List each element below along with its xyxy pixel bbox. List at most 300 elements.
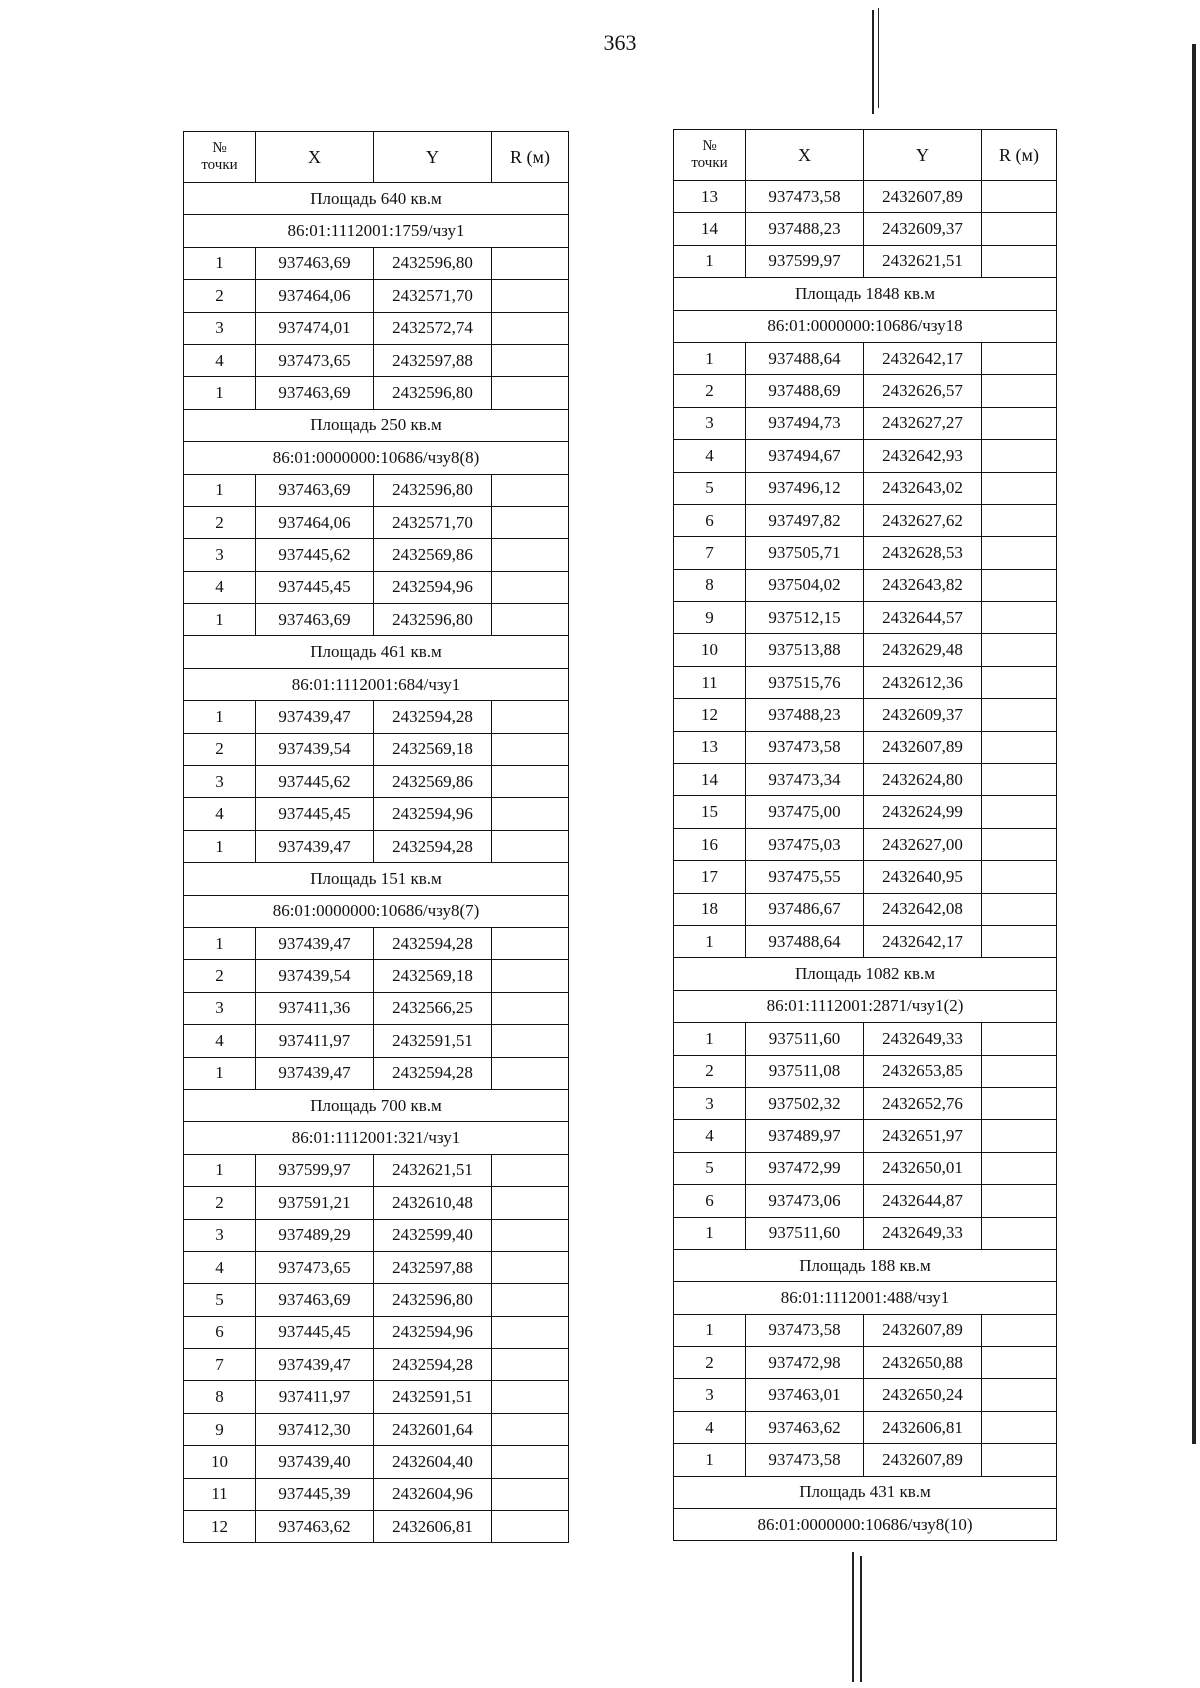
r-cell: [492, 701, 569, 733]
table-row: [184, 247, 569, 279]
header-x: X: [256, 132, 374, 183]
section-row: [184, 1122, 569, 1154]
r-cell: [982, 925, 1057, 957]
x-cell: 937463,69: [256, 474, 374, 506]
x-cell: 937445,45: [256, 1316, 374, 1348]
section-label: 86:01:0000000:10686/чзу8(7): [184, 895, 569, 927]
r-cell: [492, 927, 569, 959]
point-number-cell: 2: [184, 733, 256, 765]
r-cell: [492, 377, 569, 409]
point-number-cell: 4: [184, 798, 256, 830]
table-row: [674, 764, 1057, 796]
y-cell: 2432596,80: [374, 604, 492, 636]
table-row: [674, 1347, 1057, 1379]
r-cell: [982, 731, 1057, 763]
table-row: [184, 344, 569, 376]
x-cell: 937464,06: [256, 280, 374, 312]
table-row: [674, 342, 1057, 374]
x-cell: 937463,62: [256, 1511, 374, 1543]
y-cell: 2432569,18: [374, 733, 492, 765]
y-cell: 2432642,08: [864, 893, 982, 925]
y-cell: 2432624,99: [864, 796, 982, 828]
y-cell: 2432628,53: [864, 537, 982, 569]
y-cell: 2432572,74: [374, 312, 492, 344]
header-y: Y: [864, 130, 982, 181]
y-cell: 2432612,36: [864, 666, 982, 698]
scan-artifact-line: [872, 10, 874, 114]
x-cell: 937472,98: [746, 1347, 864, 1379]
section-label: Площадь 151 кв.м: [184, 863, 569, 895]
y-cell: 2432569,86: [374, 539, 492, 571]
point-number-cell: 9: [674, 602, 746, 634]
y-cell: 2432650,24: [864, 1379, 982, 1411]
table-row: [674, 1185, 1057, 1217]
section-row: [184, 183, 569, 215]
y-cell: 2432642,93: [864, 440, 982, 472]
section-label: 86:01:0000000:10686/чзу8(10): [674, 1509, 1057, 1541]
section-row: [674, 1282, 1057, 1314]
x-cell: 937488,23: [746, 699, 864, 731]
section-row: [184, 409, 569, 441]
y-cell: 2432569,86: [374, 766, 492, 798]
y-cell: 2432606,81: [864, 1411, 982, 1443]
table-row: [184, 960, 569, 992]
point-number-cell: 11: [674, 666, 746, 698]
r-cell: [982, 1314, 1057, 1346]
y-cell: 2432607,89: [864, 731, 982, 763]
table-row: [184, 1219, 569, 1251]
table-row: [674, 375, 1057, 407]
header-y: Y: [374, 132, 492, 183]
y-cell: 2432627,27: [864, 407, 982, 439]
x-cell: 937473,65: [256, 1251, 374, 1283]
table-row: [184, 1381, 569, 1413]
x-cell: 937599,97: [746, 245, 864, 277]
x-cell: 937513,88: [746, 634, 864, 666]
y-cell: 2432610,48: [374, 1187, 492, 1219]
point-number-cell: 5: [674, 472, 746, 504]
table-row: [184, 733, 569, 765]
section-row: [674, 958, 1057, 990]
r-cell: [492, 474, 569, 506]
table-row: [184, 1446, 569, 1478]
x-cell: 937474,01: [256, 312, 374, 344]
r-cell: [982, 602, 1057, 634]
section-row: [184, 1089, 569, 1121]
x-cell: 937472,99: [746, 1152, 864, 1184]
table-row: [184, 927, 569, 959]
point-number-cell: 2: [674, 1347, 746, 1379]
scan-artifact-line: [860, 1556, 862, 1682]
section-label: Площадь 640 кв.м: [184, 183, 569, 215]
r-cell: [982, 181, 1057, 213]
r-cell: [492, 1381, 569, 1413]
table-row: [184, 377, 569, 409]
y-cell: 2432650,01: [864, 1152, 982, 1184]
table-row: [184, 830, 569, 862]
point-number-cell: 18: [674, 893, 746, 925]
r-cell: [492, 960, 569, 992]
table-row: [184, 701, 569, 733]
x-cell: 937439,54: [256, 733, 374, 765]
r-cell: [982, 1152, 1057, 1184]
point-number-cell: 3: [184, 992, 256, 1024]
r-cell: [492, 1413, 569, 1445]
x-cell: 937511,60: [746, 1217, 864, 1249]
x-cell: 937599,97: [256, 1154, 374, 1186]
y-cell: 2432653,85: [864, 1055, 982, 1087]
point-number-cell: 4: [184, 571, 256, 603]
y-cell: 2432569,18: [374, 960, 492, 992]
point-number-cell: 17: [674, 861, 746, 893]
y-cell: 2432649,33: [864, 1023, 982, 1055]
r-cell: [492, 798, 569, 830]
x-cell: 937445,39: [256, 1478, 374, 1510]
x-cell: 937439,47: [256, 1057, 374, 1089]
section-label: 86:01:1112001:1759/чзу1: [184, 215, 569, 247]
r-cell: [492, 571, 569, 603]
table-row: [674, 925, 1057, 957]
header-point-word: точки: [691, 155, 728, 171]
x-cell: 937473,65: [256, 344, 374, 376]
table-row: [674, 1379, 1057, 1411]
y-cell: 2432626,57: [864, 375, 982, 407]
point-number-cell: 6: [674, 504, 746, 536]
table-row: [184, 571, 569, 603]
table-row: [184, 766, 569, 798]
y-cell: 2432649,33: [864, 1217, 982, 1249]
y-cell: 2432604,40: [374, 1446, 492, 1478]
x-cell: 937439,40: [256, 1446, 374, 1478]
section-label: 86:01:0000000:10686/чзу8(8): [184, 442, 569, 474]
section-row: [674, 1476, 1057, 1508]
r-cell: [982, 472, 1057, 504]
r-cell: [492, 1511, 569, 1543]
point-number-cell: 3: [184, 766, 256, 798]
y-cell: 2432624,80: [864, 764, 982, 796]
y-cell: 2432601,64: [374, 1413, 492, 1445]
point-number-cell: 8: [184, 1381, 256, 1413]
table-row: [184, 474, 569, 506]
x-cell: 937463,62: [746, 1411, 864, 1443]
r-cell: [982, 666, 1057, 698]
table-row: [674, 666, 1057, 698]
scan-artifact-line: [1192, 44, 1196, 1444]
table-row: [184, 1251, 569, 1283]
coordinates-table-left: [183, 131, 569, 1543]
r-cell: [982, 1055, 1057, 1087]
section-label: Площадь 250 кв.м: [184, 409, 569, 441]
point-number-cell: 1: [184, 927, 256, 959]
y-cell: 2432652,76: [864, 1087, 982, 1119]
x-cell: 937475,00: [746, 796, 864, 828]
y-cell: 2432594,96: [374, 571, 492, 603]
r-cell: [982, 1087, 1057, 1119]
x-cell: 937439,47: [256, 830, 374, 862]
point-number-cell: 16: [674, 828, 746, 860]
table-row: [674, 504, 1057, 536]
r-cell: [982, 342, 1057, 374]
point-number-cell: 11: [184, 1478, 256, 1510]
x-cell: 937439,47: [256, 927, 374, 959]
point-number-cell: 6: [674, 1185, 746, 1217]
table-row: [674, 1314, 1057, 1346]
y-cell: 2432607,89: [864, 181, 982, 213]
r-cell: [982, 440, 1057, 472]
r-cell: [982, 1411, 1057, 1443]
x-cell: 937411,97: [256, 1381, 374, 1413]
r-cell: [492, 733, 569, 765]
point-number-cell: 4: [184, 1251, 256, 1283]
r-cell: [982, 699, 1057, 731]
point-number-cell: 1: [674, 1444, 746, 1476]
table-row: [184, 1057, 569, 1089]
point-number-cell: 2: [184, 280, 256, 312]
point-number-cell: 3: [674, 1087, 746, 1119]
x-cell: 937439,47: [256, 1349, 374, 1381]
point-number-cell: 1: [184, 830, 256, 862]
y-cell: 2432642,17: [864, 925, 982, 957]
y-cell: 2432597,88: [374, 344, 492, 376]
section-label: 86:01:1112001:321/чзу1: [184, 1122, 569, 1154]
r-cell: [492, 1446, 569, 1478]
x-cell: 937475,55: [746, 861, 864, 893]
r-cell: [982, 764, 1057, 796]
point-number-cell: 10: [184, 1446, 256, 1478]
point-number-cell: 1: [184, 701, 256, 733]
point-number-cell: 1: [674, 245, 746, 277]
section-row: [674, 990, 1057, 1022]
point-number-cell: 12: [184, 1511, 256, 1543]
scan-artifact-line: [852, 1552, 854, 1682]
section-label: 86:01:0000000:10686/чзу18: [674, 310, 1057, 342]
header-num-sign: №: [702, 138, 717, 154]
x-cell: 937445,45: [256, 571, 374, 603]
y-cell: 2432621,51: [374, 1154, 492, 1186]
point-number-cell: 1: [184, 1057, 256, 1089]
r-cell: [982, 861, 1057, 893]
r-cell: [982, 828, 1057, 860]
table-row: [184, 1284, 569, 1316]
r-cell: [982, 796, 1057, 828]
x-cell: 937494,73: [746, 407, 864, 439]
r-cell: [982, 1120, 1057, 1152]
point-number-cell: 3: [674, 1379, 746, 1411]
x-cell: 937411,97: [256, 1025, 374, 1057]
x-cell: 937463,69: [256, 604, 374, 636]
table-row: [674, 440, 1057, 472]
header-r: R (м): [982, 130, 1057, 181]
scan-artifact-line: [878, 8, 879, 108]
header-r: R (м): [492, 132, 569, 183]
y-cell: 2432642,17: [864, 342, 982, 374]
point-number-cell: 1: [674, 1217, 746, 1249]
x-cell: 937463,69: [256, 377, 374, 409]
r-cell: [982, 569, 1057, 601]
point-number-cell: 2: [184, 960, 256, 992]
point-number-cell: 4: [674, 1120, 746, 1152]
x-cell: 937496,12: [746, 472, 864, 504]
point-number-cell: 3: [674, 407, 746, 439]
x-cell: 937486,67: [746, 893, 864, 925]
r-cell: [982, 213, 1057, 245]
r-cell: [492, 1154, 569, 1186]
r-cell: [492, 1284, 569, 1316]
point-number-cell: 1: [674, 342, 746, 374]
table-row: [674, 1120, 1057, 1152]
point-number-cell: 5: [674, 1152, 746, 1184]
point-number-cell: 4: [674, 1411, 746, 1443]
x-cell: 937463,69: [256, 247, 374, 279]
r-cell: [982, 634, 1057, 666]
x-cell: 937488,64: [746, 342, 864, 374]
point-number-cell: 1: [674, 925, 746, 957]
section-row: [184, 636, 569, 668]
table-row: [674, 569, 1057, 601]
y-cell: 2432594,28: [374, 701, 492, 733]
point-number-cell: 9: [184, 1413, 256, 1445]
point-number-cell: 1: [184, 474, 256, 506]
r-cell: [982, 407, 1057, 439]
x-cell: 937439,54: [256, 960, 374, 992]
section-label: Площадь 461 кв.м: [184, 636, 569, 668]
coordinates-table-right: [673, 129, 1057, 1541]
r-cell: [492, 604, 569, 636]
header-point-number: [674, 130, 746, 181]
y-cell: 2432627,00: [864, 828, 982, 860]
table-header-row: [674, 130, 1057, 181]
point-number-cell: 1: [674, 1314, 746, 1346]
x-cell: 937412,30: [256, 1413, 374, 1445]
table-row: [184, 539, 569, 571]
r-cell: [982, 245, 1057, 277]
y-cell: 2432566,25: [374, 992, 492, 1024]
y-cell: 2432594,96: [374, 1316, 492, 1348]
r-cell: [492, 1478, 569, 1510]
x-cell: 937494,67: [746, 440, 864, 472]
y-cell: 2432604,96: [374, 1478, 492, 1510]
section-row: [184, 863, 569, 895]
header-x: X: [746, 130, 864, 181]
table-row: [674, 828, 1057, 860]
y-cell: 2432651,97: [864, 1120, 982, 1152]
y-cell: 2432609,37: [864, 213, 982, 245]
point-number-cell: 5: [184, 1284, 256, 1316]
table-row: [674, 731, 1057, 763]
y-cell: 2432596,80: [374, 247, 492, 279]
r-cell: [982, 1185, 1057, 1217]
x-cell: 937505,71: [746, 537, 864, 569]
r-cell: [492, 830, 569, 862]
y-cell: 2432640,95: [864, 861, 982, 893]
x-cell: 937489,29: [256, 1219, 374, 1251]
section-label: Площадь 431 кв.м: [674, 1476, 1057, 1508]
y-cell: 2432644,57: [864, 602, 982, 634]
x-cell: 937475,03: [746, 828, 864, 860]
point-number-cell: 1: [184, 1154, 256, 1186]
point-number-cell: 4: [184, 1025, 256, 1057]
x-cell: 937473,58: [746, 181, 864, 213]
table-row: [674, 537, 1057, 569]
x-cell: 937463,69: [256, 1284, 374, 1316]
section-label: 86:01:1112001:2871/чзу1(2): [674, 990, 1057, 1022]
y-cell: 2432650,88: [864, 1347, 982, 1379]
point-number-cell: 1: [184, 247, 256, 279]
table-row: [184, 992, 569, 1024]
section-row: [674, 278, 1057, 310]
x-cell: 937488,64: [746, 925, 864, 957]
point-number-cell: 1: [674, 1023, 746, 1055]
y-cell: 2432594,96: [374, 798, 492, 830]
table-row: [674, 893, 1057, 925]
point-number-cell: 7: [184, 1349, 256, 1381]
point-number-cell: 15: [674, 796, 746, 828]
x-cell: 937463,01: [746, 1379, 864, 1411]
r-cell: [492, 539, 569, 571]
r-cell: [982, 893, 1057, 925]
x-cell: 937502,32: [746, 1087, 864, 1119]
section-label: Площадь 700 кв.м: [184, 1089, 569, 1121]
y-cell: 2432594,28: [374, 927, 492, 959]
y-cell: 2432607,89: [864, 1444, 982, 1476]
y-cell: 2432594,28: [374, 1349, 492, 1381]
point-number-cell: 3: [184, 312, 256, 344]
section-label: Площадь 188 кв.м: [674, 1249, 1057, 1281]
table-row: [674, 1055, 1057, 1087]
table-row: [184, 798, 569, 830]
y-cell: 2432597,88: [374, 1251, 492, 1283]
table-row: [674, 1411, 1057, 1443]
table-row: [674, 472, 1057, 504]
table-row: [184, 506, 569, 538]
x-cell: 937473,58: [746, 1314, 864, 1346]
page-number: 363: [603, 30, 637, 55]
table-row: [184, 1154, 569, 1186]
table-row: [674, 1087, 1057, 1119]
y-cell: 2432621,51: [864, 245, 982, 277]
r-cell: [982, 504, 1057, 536]
r-cell: [982, 537, 1057, 569]
y-cell: 2432596,80: [374, 1284, 492, 1316]
x-cell: 937473,58: [746, 731, 864, 763]
point-number-cell: 4: [674, 440, 746, 472]
table-row: [674, 407, 1057, 439]
table-row: [674, 699, 1057, 731]
point-number-cell: 2: [184, 506, 256, 538]
y-cell: 2432627,62: [864, 504, 982, 536]
section-label: Площадь 1848 кв.м: [674, 278, 1057, 310]
x-cell: 937511,60: [746, 1023, 864, 1055]
y-cell: 2432596,80: [374, 377, 492, 409]
section-label: Площадь 1082 кв.м: [674, 958, 1057, 990]
point-number-cell: 12: [674, 699, 746, 731]
y-cell: 2432571,70: [374, 280, 492, 312]
table-header-row: [184, 132, 569, 183]
y-cell: 2432609,37: [864, 699, 982, 731]
table-row: [184, 1187, 569, 1219]
table-row: [674, 796, 1057, 828]
y-cell: 2432629,48: [864, 634, 982, 666]
point-number-cell: 2: [674, 375, 746, 407]
x-cell: 937488,69: [746, 375, 864, 407]
point-number-cell: 3: [184, 539, 256, 571]
point-number-cell: 14: [674, 764, 746, 796]
header-point-number: [184, 132, 256, 183]
y-cell: 2432599,40: [374, 1219, 492, 1251]
y-cell: 2432591,51: [374, 1381, 492, 1413]
section-row: [184, 442, 569, 474]
y-cell: 2432607,89: [864, 1314, 982, 1346]
